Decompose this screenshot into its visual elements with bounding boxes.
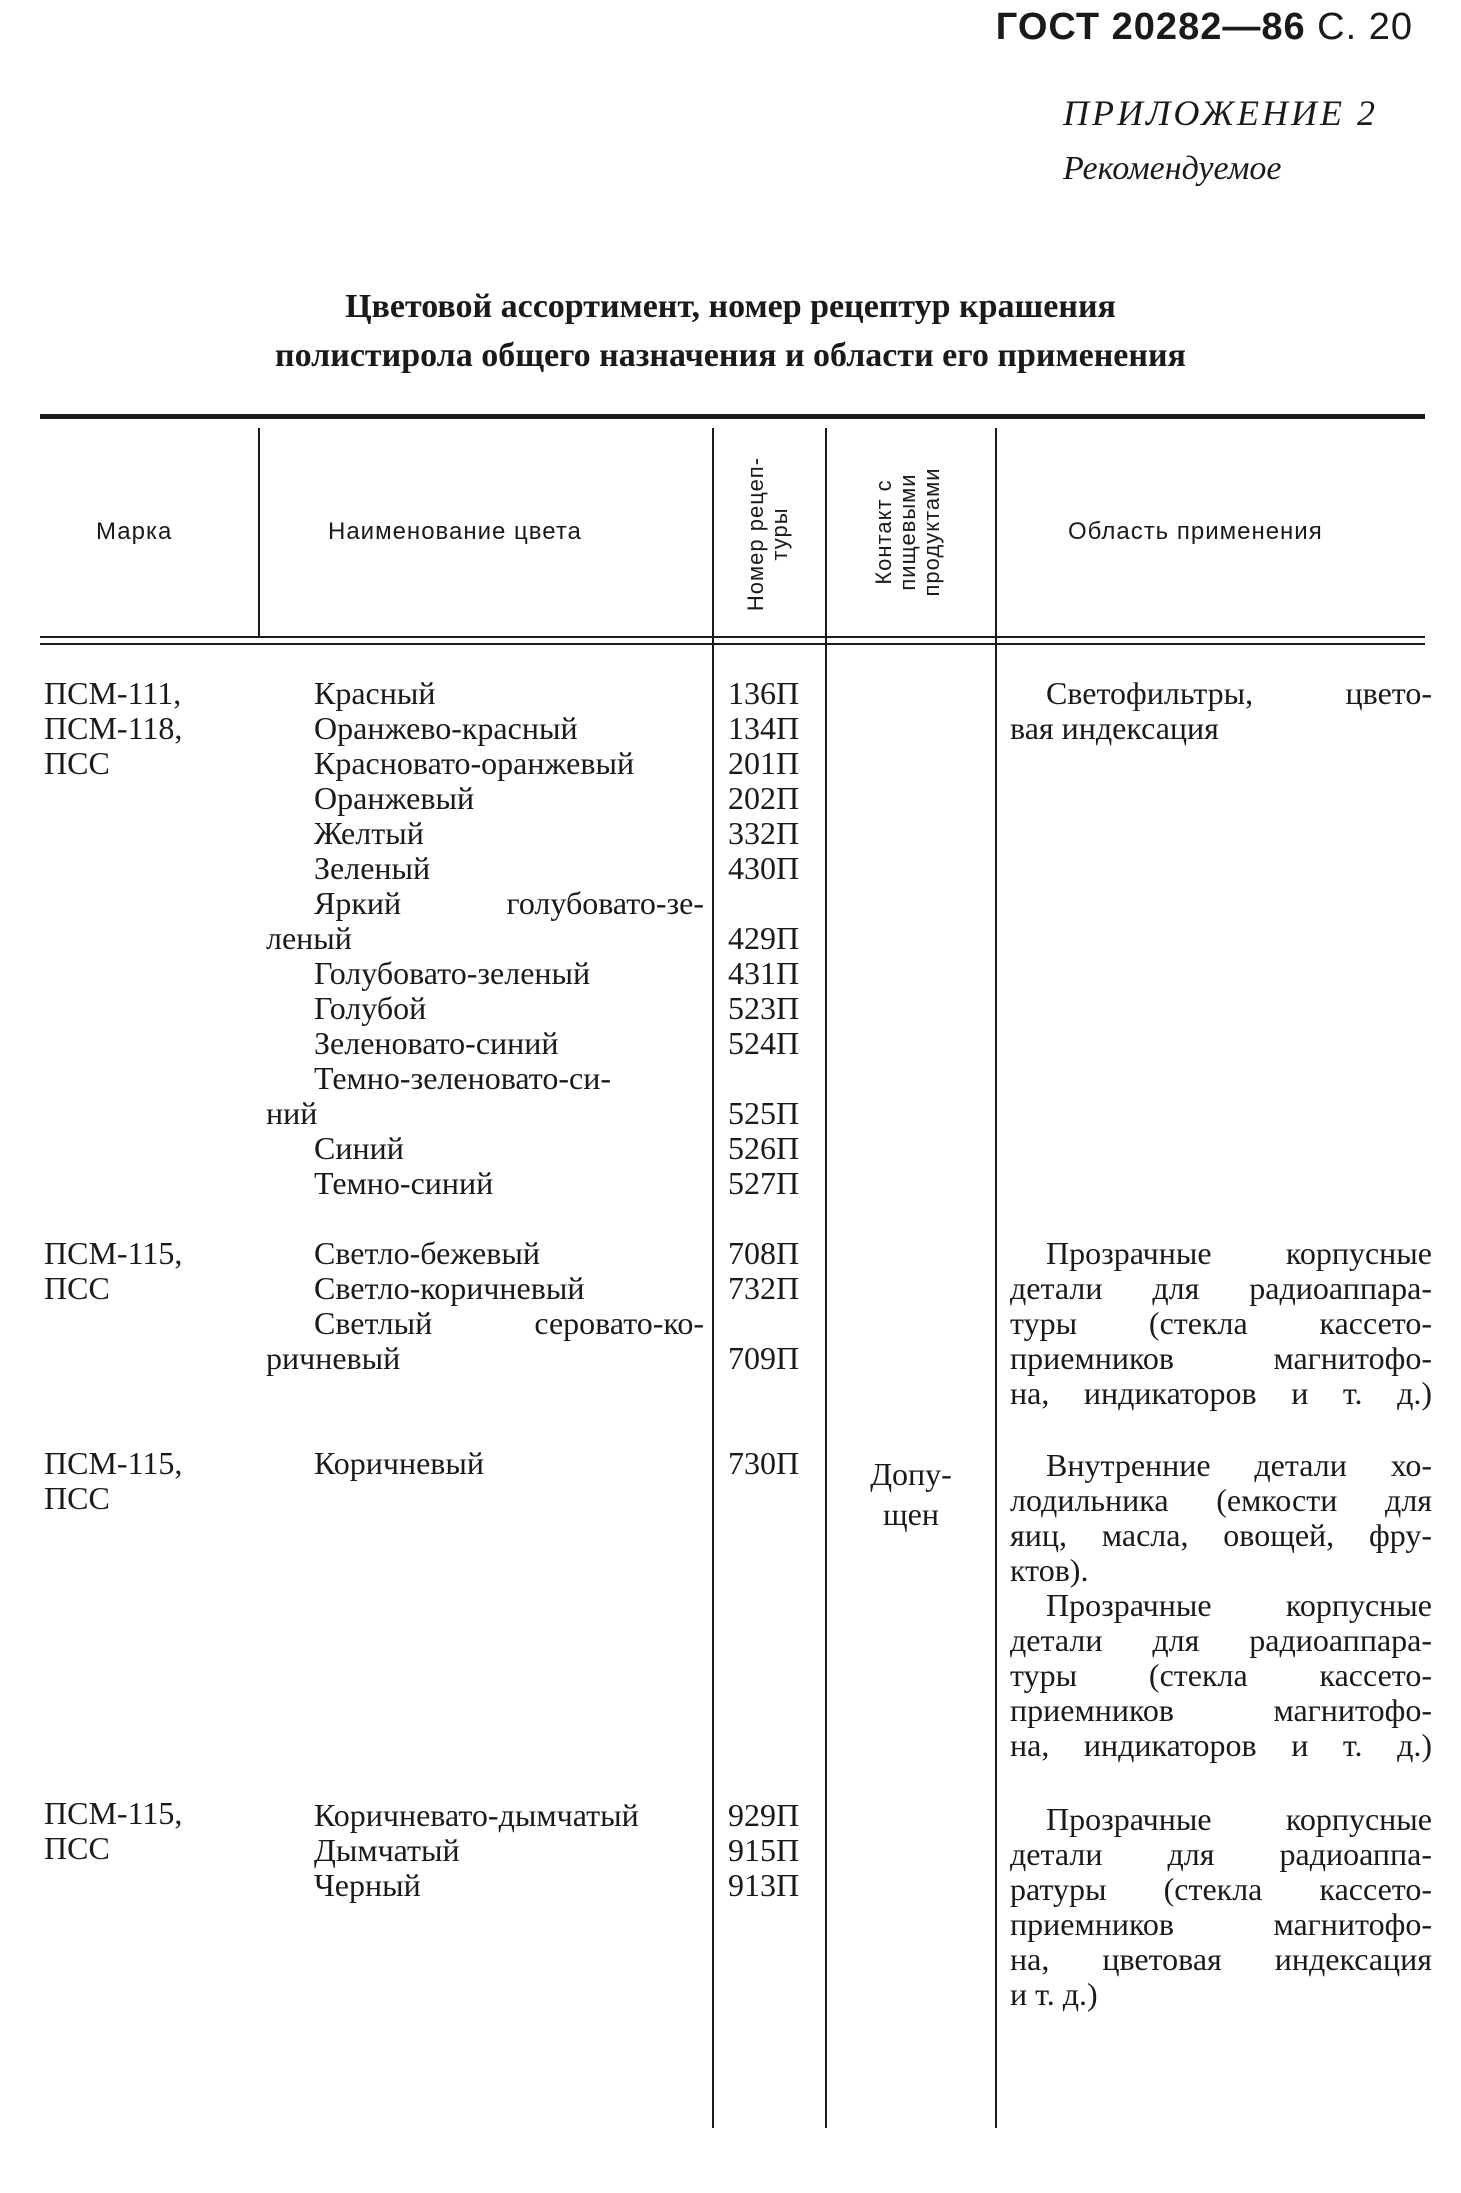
color-name-continued: леный	[266, 920, 352, 956]
color-name: Коричневый	[314, 1445, 485, 1481]
recipe-code: 709П	[728, 1340, 800, 1376]
standard-number: ГОСТ 20282—86	[995, 6, 1306, 48]
brand-cell: ПСМ-111, ПСМ-118, ПСС	[44, 675, 183, 781]
food-contact-cell: Допу- щен	[870, 1456, 952, 1532]
color-name: Красновато-оранжевый	[314, 745, 635, 781]
color-name: Светло-коричневый	[314, 1270, 585, 1306]
recipe-code: 431П	[728, 955, 800, 991]
table-caption-line-1: Цветовой ассортимент, номер рецептур крашения	[345, 288, 1116, 325]
recipe-code: 929П	[728, 1797, 800, 1833]
header-bottom-rule-1	[40, 636, 1425, 638]
color-name: Светлый серовато-ко-	[314, 1306, 704, 1341]
color-name: Зеленовато-синий	[314, 1025, 559, 1061]
brand-cell: ПСМ-115, ПСС	[44, 1445, 183, 1516]
color-list	[266, 1446, 704, 1481]
color-name: Темно-синий	[314, 1165, 494, 1201]
color-name: Голубовато-зеленый	[314, 955, 591, 991]
color-list	[266, 676, 704, 1201]
color-name: Черный	[314, 1867, 421, 1903]
recipe-code: 527П	[728, 1165, 800, 1201]
color-name: Оранжево-красный	[314, 710, 578, 746]
column-header-brand: Марка	[96, 518, 173, 545]
appendix-title: ПРИЛОЖЕНИЕ 2	[1063, 93, 1378, 133]
application-area: Внутренние детали хо- лодильника (емкости для яиц, масла, овощей, фру- ктов). Прозрачные корпусные детали для радиоаппара- туры (стекла кассето- приемников магнитофо- на, индикаторов и т. д.)	[1010, 1448, 1432, 1763]
color-name: Темно-зеленовато-си-	[314, 1060, 611, 1096]
brand-cell: ПСМ-115, ПСС	[44, 1235, 183, 1306]
color-name: Яркий голубовато-зе-	[314, 886, 704, 921]
recipe-code: 202П	[728, 780, 800, 816]
recipe-code: 915П	[728, 1832, 800, 1868]
recipe-code: 708П	[728, 1235, 800, 1271]
page-number: С. 20	[1317, 6, 1413, 48]
column-header-color: Наименование цвета	[328, 518, 582, 545]
application-area: Прозрачные корпусные детали для радиоаппа- ратуры (стекла кассето- приемников магнитофо- на, цветовая индексация и т. д.)	[1010, 1802, 1432, 2012]
column-header-area: Область применения	[1068, 518, 1323, 545]
document-code	[996, 6, 1413, 49]
appendix-status: Рекомендуемое	[1063, 150, 1282, 187]
color-name: Коричневато-дымчатый	[314, 1797, 639, 1833]
application-area: Прозрачные корпусные детали для радиоаппара- туры (стекла кассето- приемников магнитофо- на, индикаторов и т. д.)	[1010, 1236, 1432, 1411]
column-header-contact: Контакт с пищевыми продуктами	[871, 467, 944, 597]
brand-cell: ПСМ-115, ПСС	[44, 1795, 183, 1866]
color-name: Синий	[314, 1130, 404, 1166]
recipe-code: 730П	[728, 1445, 800, 1481]
column-divider	[995, 428, 997, 2128]
table-top-rule	[40, 414, 1425, 419]
color-list	[266, 1236, 704, 1376]
table-caption-line-2: полистирола общего назначения и области его применения	[275, 337, 1186, 374]
color-name: Дымчатый	[314, 1832, 460, 1868]
recipe-code: 201П	[728, 745, 800, 781]
recipe-code: 523П	[728, 990, 800, 1026]
recipe-code: 524П	[728, 1025, 800, 1061]
color-list	[266, 1798, 704, 1903]
application-area: Светофильтры, цвето- вая индексация	[1010, 676, 1432, 746]
recipe-code: 332П	[728, 815, 800, 851]
column-divider	[258, 428, 260, 636]
color-name: Светло-бежевый	[314, 1235, 540, 1271]
recipe-code: 430П	[728, 850, 800, 886]
recipe-code: 136П	[728, 675, 800, 711]
recipe-codes	[728, 676, 799, 1201]
recipe-codes	[728, 1798, 799, 1903]
recipe-code: 134П	[728, 710, 800, 746]
recipe-code: 429П	[728, 920, 800, 956]
recipe-code: 526П	[728, 1130, 800, 1166]
color-name-continued: ричневый	[266, 1340, 401, 1376]
color-name: Красный	[314, 675, 436, 711]
header-bottom-rule-2	[40, 643, 1425, 645]
recipe-code: 732П	[728, 1270, 800, 1306]
color-name-continued: ний	[266, 1095, 318, 1131]
color-name: Зеленый	[314, 850, 431, 886]
color-name: Голубой	[314, 990, 427, 1026]
color-name: Оранжевый	[314, 780, 475, 816]
recipe-code: 525П	[728, 1095, 800, 1131]
recipe-codes	[728, 1446, 799, 1481]
column-divider	[825, 428, 827, 2128]
column-divider	[712, 428, 714, 2128]
color-name: Желтый	[314, 815, 424, 851]
column-header-recipe: Номер рецеп- туры	[743, 456, 792, 612]
recipe-code: 913П	[728, 1867, 800, 1903]
recipe-codes	[728, 1236, 799, 1376]
